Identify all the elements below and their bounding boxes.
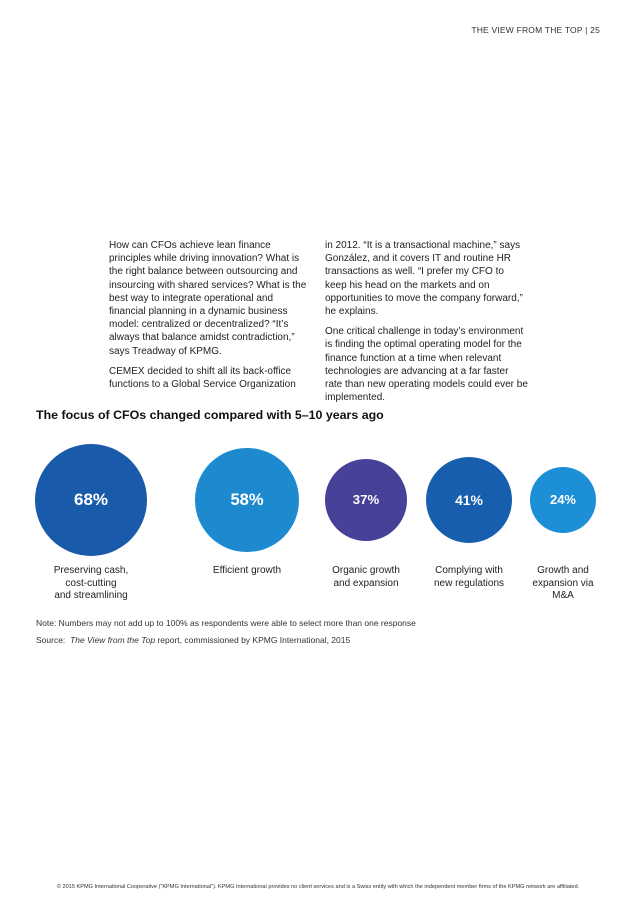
bubble-5 bbox=[530, 467, 597, 534]
bubble-category-label bbox=[508, 565, 618, 603]
article-column-right bbox=[325, 239, 528, 411]
page-number: 25 bbox=[590, 25, 600, 35]
bubble-category-line: Efficient growth bbox=[212, 565, 282, 576]
bubble-3 bbox=[325, 459, 408, 542]
page-header bbox=[471, 25, 600, 35]
article-paragraph: One critical challenge in today’s environment is finding the optimal operating model for the finance function at a time when relevant technologies are advancing at a far faster rate than new operating models could ever be implemented. bbox=[325, 326, 528, 404]
bubble-category-line: Preserving cash, bbox=[53, 565, 129, 576]
bubble-category-line: cost-cutting bbox=[65, 577, 117, 589]
bubble-category-line: Growth and bbox=[537, 565, 589, 576]
bubble-value-label: 58% bbox=[230, 489, 264, 509]
bubble-category-line: expansion via bbox=[532, 577, 594, 589]
bubble-4 bbox=[426, 457, 513, 544]
source-prefix: Source: bbox=[36, 635, 66, 645]
bubble-category-line: Organic growth bbox=[332, 565, 400, 576]
bubble-2 bbox=[195, 448, 298, 551]
bubble-category-line: M&A bbox=[552, 590, 574, 601]
bubble-1 bbox=[35, 444, 147, 556]
bubble-category-label bbox=[192, 565, 302, 578]
bubble-category-label bbox=[36, 565, 146, 603]
bubble-category-line: and streamlining bbox=[54, 590, 128, 601]
header-separator: | bbox=[585, 25, 588, 35]
chart-note: Note: Numbers may not add up to 100% as respondents were able to select more than one response bbox=[36, 618, 416, 628]
chart-source bbox=[36, 635, 350, 645]
bubble-category-line: Complying with bbox=[435, 565, 503, 576]
article-paragraph: in 2012. “It is a transactional machine,” says González, and it covers IT and routine HR transactions as well. “I prefer my CFO to keep his head on the markets and on opportunities to move the company forward,” he explains. bbox=[325, 240, 523, 318]
section-title: THE VIEW FROM THE TOP bbox=[471, 25, 583, 35]
bubble-category-line: and expansion bbox=[333, 577, 399, 589]
copyright-footer: © 2015 KPMG International Cooperative (“KPMG International”). KPMG International provides no client services and is a Swiss entity with which the independent member firms of the KPMG network are affiliated. bbox=[56, 884, 580, 890]
source-suffix: report, commissioned by KPMG International, 2015 bbox=[157, 635, 351, 645]
article-column-left bbox=[109, 239, 312, 398]
bubble-value-label: 41% bbox=[455, 491, 483, 508]
source-title: The View from the Top bbox=[70, 635, 156, 645]
article-paragraph: CEMEX decided to shift all its back-office functions to a Global Service Organization bbox=[109, 365, 296, 391]
bubble-category-label bbox=[311, 565, 421, 590]
bubble-category-line: new regulations bbox=[433, 577, 505, 589]
bubble-value-label: 24% bbox=[549, 492, 576, 508]
bubble-value-label: 68% bbox=[73, 490, 109, 509]
article-paragraph: How can CFOs achieve lean finance principles while driving innovation? What is the right balance between outsourcing and insourcing with shared services? What is the best way to integrate operational and financial planning in a dynamic business model: centralized or decentralized? “It’s always that balance amidst contradiction,” says Treadway of KPMG. bbox=[109, 240, 307, 357]
bubble-value-label: 37% bbox=[352, 492, 380, 508]
chart-title: The focus of CFOs changed compared with 5–10 years ago bbox=[36, 408, 384, 422]
